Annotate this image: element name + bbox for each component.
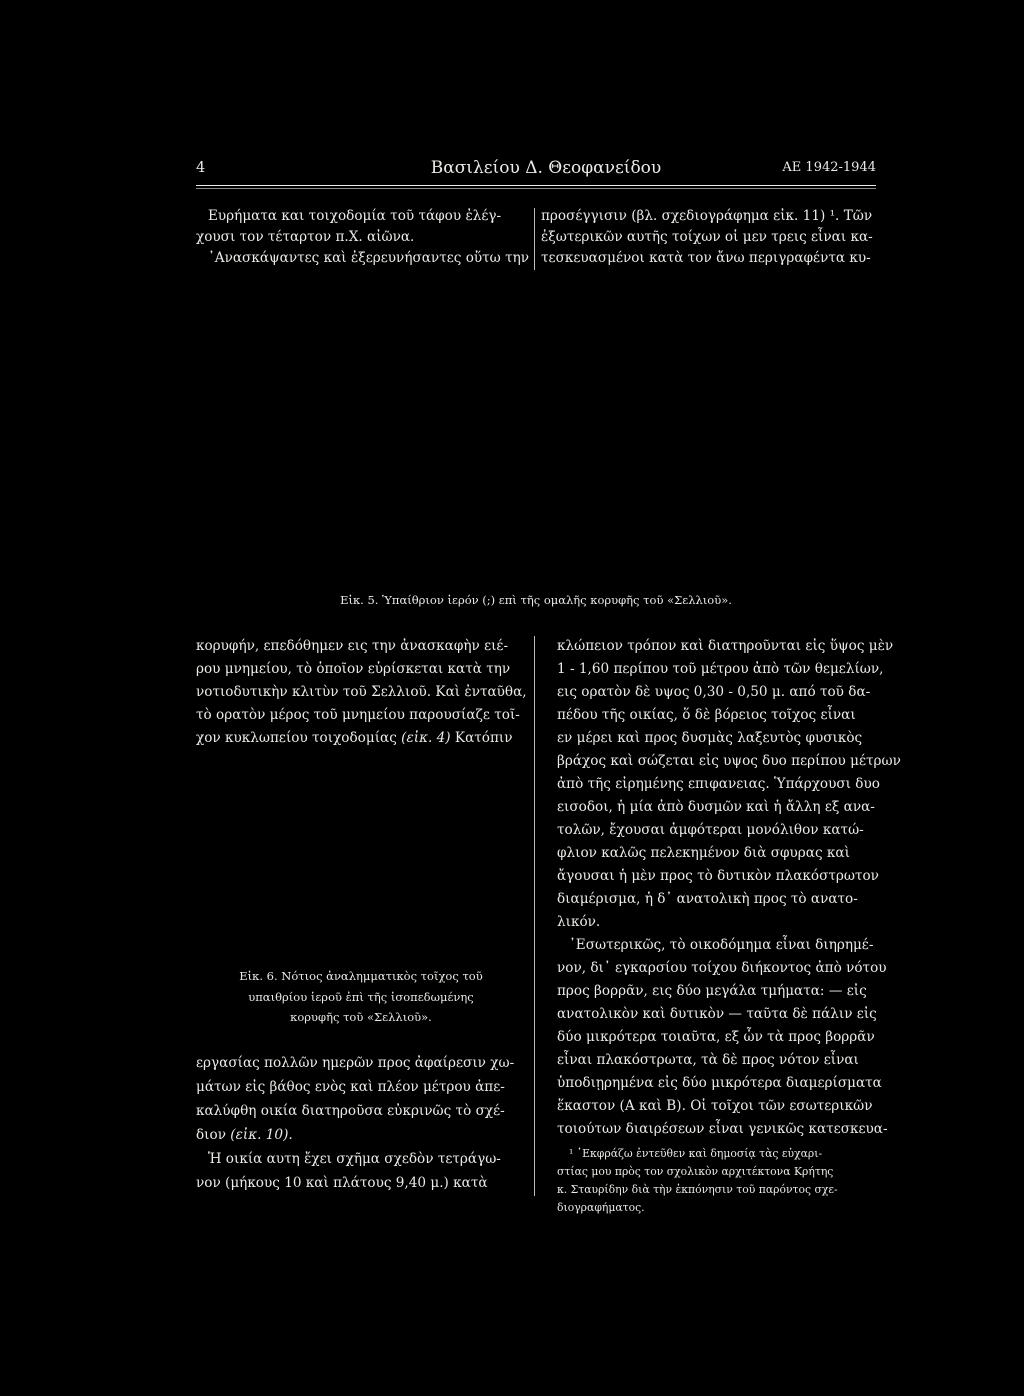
text-line: προς βορρᾶν, εις δύο μεγάλα τμήματα: — εἰς <box>557 983 867 999</box>
figure-6-image <box>196 752 526 962</box>
text-line: πέδου τῆς οικίας, ὅ δὲ βόρειος τοῖχος εἶναι <box>557 707 856 723</box>
journal-label: ΑΕ 1942-1944 <box>782 160 876 175</box>
text-line: κλώπειον τρόπον καὶ διατηροῦνται εἰς ὕψος μὲν <box>557 638 894 654</box>
footnote-line: ¹ ᾿Εκφράζω ἐντεῦθεν καὶ δημοσίᾳ τὰς εὐχαρι- <box>569 1147 823 1160</box>
text-line: εργασίας πολλῶν ημερῶν προς ἀφαίρεσιν χω- <box>196 1055 515 1071</box>
text-line: εἶναι πλακόστρωτα, τὰ δὲ προς νότον εἶναι <box>557 1052 859 1068</box>
footnote-line: κ. Σταυρίδην διὰ τὴν ἐκπόνησιν τοῦ παρόντος σχε- <box>557 1183 838 1196</box>
header-rule-thin <box>196 188 876 189</box>
column-rule-top <box>534 208 535 270</box>
text-line: μάτων εἰς βάθος ενὸς καὶ πλέον μέτρου ἀπε- <box>196 1079 505 1095</box>
figure-reference: (εἰκ. 4) <box>401 730 451 746</box>
text-line: ρου μνημείου, τὸ ὁποῖον εὑρίσκεται κατὰ την <box>196 661 511 677</box>
text-line: τεσκευασμένοι κατὰ τον ἄνω περιγραφέντα κυ- <box>541 250 871 266</box>
text-line: νοτιοδυτικὴν κλιτὺν τοῦ Σελλιοῦ. Καὶ ἐνταῦθα, <box>196 684 527 700</box>
footnote-line: διογραφήματος. <box>557 1201 645 1214</box>
text-line: νον, δι᾿ εγκαρσίου τοίχου διήκοντος ἀπὸ νότου <box>557 960 887 976</box>
figure-reference: (εἰκ. 10). <box>230 1127 293 1143</box>
figure-5-image <box>196 285 876 580</box>
text-line: Ευρήματα και τοιχοδομία τοῦ τάφου ἐλέγ- <box>208 208 502 224</box>
text-line: προσέγγισιν (βλ. σχεδιογράφημα εἰκ. 11) ¹. Τῶν <box>541 208 873 224</box>
text-line: βράχος καὶ σώζεται εἰς υψος δυο περίπου μέτρων <box>557 753 901 769</box>
text-line: εις ορατὸν δὲ υψος 0,30 - 0,50 μ. από τοῦ δα- <box>557 684 871 700</box>
text-span: Κατόπιν <box>450 730 513 746</box>
figure-5-caption: Εἰκ. 5. Ὑπαίθριον ἱερόν (;) επὶ τῆς ομαλῆς κορυφῆς τοῦ «Σελλιοῦ». <box>340 593 732 607</box>
column-rule-main <box>534 636 535 1196</box>
page-header <box>196 160 876 182</box>
text-line: διαμέρισμα, ἡ δ᾿ ανατολικὴ προς τὸ ανατο- <box>557 891 858 907</box>
text-line: καλύφθη οικία διατηροῦσα εὐκρινῶς τὸ σχέ- <box>196 1103 505 1119</box>
text-line: κορυφήν, επεδόθημεν εις την ἀνασκαφὴν ειέ- <box>196 638 509 654</box>
text-span: χον κυκλωπείου τοιχοδομίας <box>196 730 402 746</box>
text-line: ἀπὸ τῆς εἰρημένης επιφανειας. Ὑπάρχουσι δυο <box>557 776 880 792</box>
text-span: διον <box>196 1127 231 1143</box>
text-line: λικόν. <box>557 914 601 930</box>
text-line: νον (μήκους 10 καὶ πλάτους 9,40 μ.) κατὰ <box>196 1175 488 1191</box>
text-line: ᾿Ανασκάψαντες καὶ ἐξερευνήσαντες οὕτω την <box>208 250 529 266</box>
page-number: 4 <box>196 160 206 176</box>
text-line <box>196 730 512 747</box>
text-line: τοιούτων διαιρέσεων εἶναι γενικῶς κατεσκευα- <box>557 1121 888 1137</box>
text-line: Ἡ οικία αυτη ἔχει σχῆμα σχεδὸν τετράγω- <box>208 1151 501 1167</box>
figure-6-caption-line: κορυφῆς τοῦ «Σελλιοῦ». <box>290 1010 432 1024</box>
text-line: 1 - 1,60 περίπου τοῦ μέτρου ἀπὸ τῶν θεμελίων, <box>557 661 884 677</box>
text-line <box>196 1127 293 1144</box>
text-line: ᾿Εσωτερικῶς, τὸ οικοδόμημα εἶναι διηρημέ- <box>569 937 874 953</box>
text-line: ἐξωτερικῶν αυτῆς τοίχων οἱ μεν τρεις εἶναι κα- <box>541 229 873 245</box>
text-line: εισοδοι, ἡ μία ἀπὸ δυσμῶν καὶ ἡ ἄλλη εξ ανα- <box>557 799 875 815</box>
text-line: εν μέρει καὶ προς δυσμὰς λαξευτὸς φυσικὸς <box>557 730 863 746</box>
text-line: χουσι τον τέταρτον π.Χ. αἰῶνα. <box>196 229 415 245</box>
figure-6-caption-line: υπαιθρίου ἱεροῦ ἐπὶ τῆς ἰσοπεδωμένης <box>248 990 474 1004</box>
text-line: δύο μικρότερα τοιαῦτα, εξ ὧν τὰ προς βορρᾶν <box>557 1029 875 1045</box>
text-line: τὸ ορατὸν μέρος τοῦ μνημείου παρουσίαζε τοῖ- <box>196 707 520 723</box>
text-line: ανατολικὸν καὶ δυτικὸν — ταῦτα δὲ πάλιν εἰς <box>557 1006 877 1022</box>
header-rule <box>196 185 876 186</box>
text-line: ὑποδιῃρημένα εἰς δύο μικρότερα διαμερίσματα <box>557 1075 882 1091</box>
text-line: τολῶν, ἔχουσαι ἀμφότεραι μονόλιθον κατώ- <box>557 822 864 838</box>
text-line: φλιον καλῶς πελεκημένον διὰ σφυρας καὶ <box>557 845 850 861</box>
footnote-line: στίας μου πρὸς τον σχολικὸν αρχιτέκτονα Κρήτης <box>557 1165 834 1178</box>
figure-6-caption-line: Εἰκ. 6. Νότιος ἀναλημματικὸς τοῖχος τοῦ <box>239 969 483 983</box>
author-title: Βασιλείου Δ. Θεοφανείδου <box>430 158 662 178</box>
text-line: ἄγουσαι ἡ μὲν προς τὸ δυτικὸν πλακόστρωτον <box>557 868 879 884</box>
text-line: ἕκαστον (Α καὶ Β). Οἱ τοῖχοι τῶν εσωτερικῶν <box>557 1098 873 1114</box>
